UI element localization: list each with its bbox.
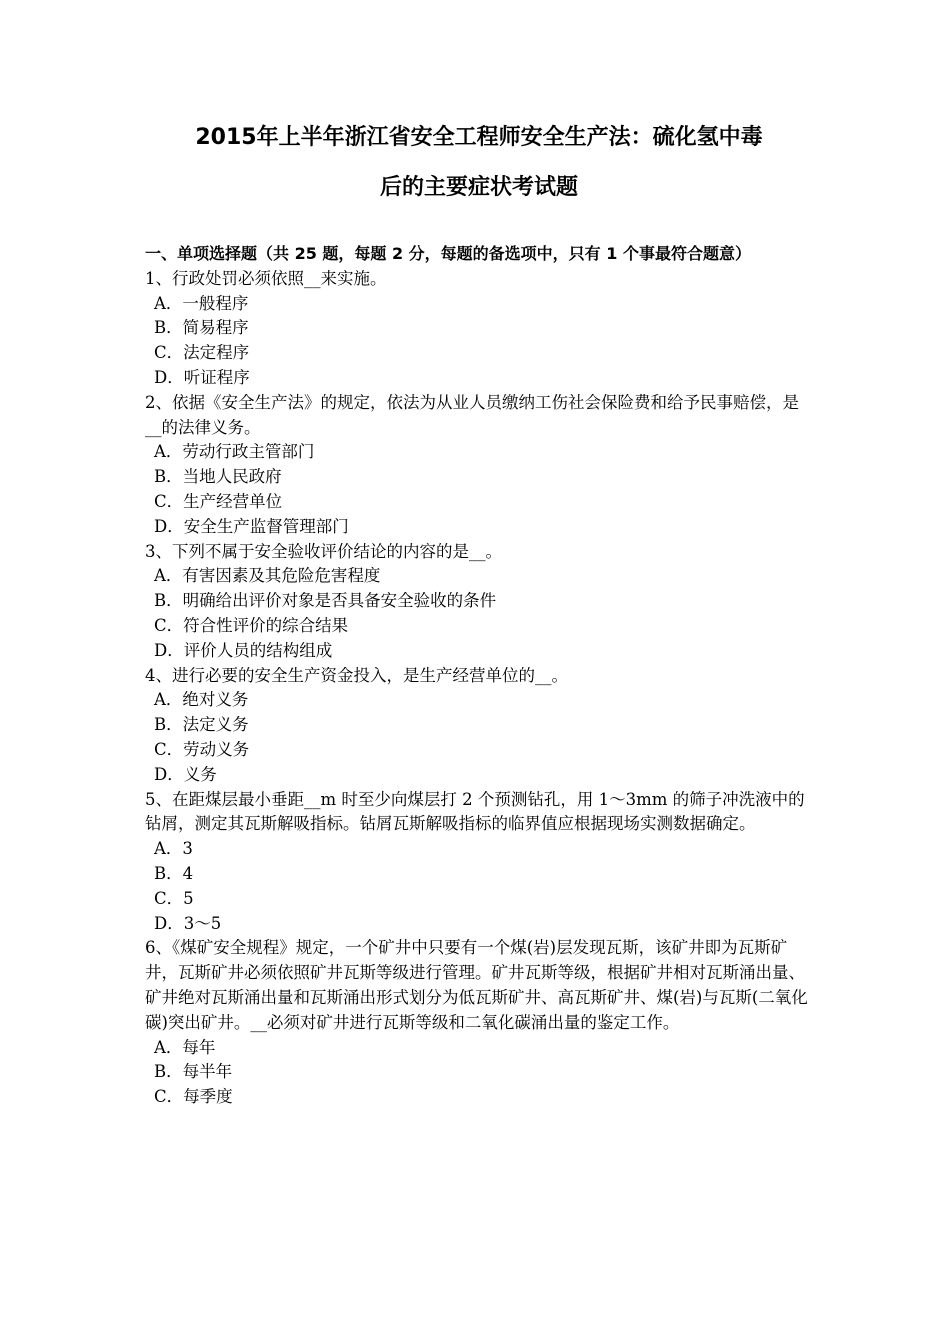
option-list	[145, 1036, 813, 1110]
section-heading: 一、单项选择题（共 25 题，每题 2 分，每题的备选项中，只有 1 个事最符合题意）	[145, 244, 751, 263]
option-item	[145, 614, 813, 639]
option-letter: C．	[154, 888, 184, 908]
option-text: 一般程序	[182, 293, 249, 313]
option-list	[145, 688, 813, 787]
option-letter: A．	[154, 690, 183, 710]
option-letter: A．	[154, 566, 183, 586]
option-text: 简易程序	[182, 318, 249, 338]
option-letter: B．	[154, 1062, 183, 1082]
option-letter: B．	[154, 715, 183, 735]
option-text: 每季度	[183, 1087, 233, 1107]
option-list	[145, 564, 813, 663]
option-text: 5	[183, 888, 194, 908]
document-title	[145, 0, 813, 213]
option-item	[145, 366, 813, 391]
option-letter: B．	[154, 467, 183, 487]
option-item	[145, 1036, 813, 1061]
question-stem: 6、《煤矿安全规程》规定，一个矿井中只要有一个煤(岩)层发现瓦斯，该矿井即为瓦斯矿井，瓦斯矿井必须依照矿井瓦斯等级进行管理。矿井瓦斯等级，根据矿井相对瓦斯涌出量、矿井绝对瓦斯涌出量和瓦斯涌出形式划分为低瓦斯矿井、高瓦斯矿井、煤(岩)与瓦斯(二氧化碳)突出矿井。__必须对矿井进行瓦斯等级和二氧化碳涌出量的鉴定工作。	[145, 938, 808, 1032]
option-item	[145, 589, 813, 614]
question-3	[145, 540, 813, 664]
option-letter: D．	[154, 913, 184, 933]
option-letter: C．	[154, 491, 184, 511]
option-letter: A．	[154, 293, 183, 313]
option-letter: B．	[154, 591, 183, 611]
option-letter: D．	[154, 367, 184, 387]
question-stem: 5、在距煤层最小垂距__m 时至少向煤层打 2 个预测钻孔，用 1～3mm 的筛子冲洗液中的钻屑，测定其瓦斯解吸指标。钻屑瓦斯解吸指标的临界值应根据现场实测数据确定。	[145, 789, 805, 834]
question-5	[145, 788, 813, 937]
option-letter: D．	[154, 764, 184, 784]
option-item	[145, 738, 813, 763]
option-text: 符合性评价的综合结果	[183, 615, 349, 635]
option-text: 每年	[182, 1037, 216, 1057]
option-list	[145, 292, 813, 391]
option-text: 4	[182, 863, 194, 883]
option-letter: B．	[154, 318, 183, 338]
question-4	[145, 664, 813, 788]
question-stem: 4、进行必要的安全生产资金投入，是生产经营单位的__。	[145, 665, 568, 685]
option-text: 评价人员的结构组成	[183, 640, 333, 660]
option-letter: D．	[154, 640, 184, 660]
question-stem: 1、行政处罚必须依照__来实施。	[145, 268, 387, 288]
option-item	[145, 713, 813, 738]
question-6	[145, 936, 813, 1110]
question-2	[145, 391, 813, 540]
option-item	[145, 564, 813, 589]
option-text: 法定程序	[183, 343, 250, 363]
option-item	[145, 292, 813, 317]
option-text: 安全生产监督管理部门	[183, 516, 349, 536]
option-letter: C．	[154, 1087, 184, 1107]
option-item	[145, 837, 813, 862]
option-item	[145, 490, 813, 515]
option-text: 生产经营单位	[183, 491, 283, 511]
title-line-2: 后的主要症状考试题	[379, 175, 578, 200]
option-letter: C．	[154, 343, 184, 363]
option-letter: D．	[154, 516, 184, 536]
option-text: 明确给出评价对象是否具备安全验收的条件	[182, 591, 497, 611]
option-letter: A．	[154, 442, 183, 462]
option-list	[145, 440, 813, 539]
option-letter: A．	[154, 1037, 183, 1057]
option-item	[145, 341, 813, 366]
title-line-1: 2015年上半年浙江省安全工程师安全生产法：硫化氢中毒	[195, 125, 763, 150]
option-item	[145, 887, 813, 912]
question-stem: 3、下列不属于安全验收评价结论的内容的是__。	[145, 541, 502, 561]
option-item	[145, 440, 813, 465]
option-item	[145, 688, 813, 713]
option-text: 听证程序	[183, 367, 250, 387]
option-text: 有害因素及其危险危害程度	[182, 566, 381, 586]
option-item	[145, 465, 813, 490]
option-text: 绝对义务	[182, 690, 249, 710]
option-item	[145, 1060, 813, 1085]
question-list	[145, 267, 813, 1110]
option-text: 法定义务	[182, 715, 249, 735]
option-text: 当地人民政府	[182, 467, 282, 487]
option-item	[145, 912, 813, 937]
option-letter: C．	[154, 739, 184, 759]
option-letter: A．	[154, 839, 183, 859]
option-item	[145, 316, 813, 341]
option-text: 劳动行政主管部门	[182, 442, 315, 462]
option-item	[145, 1085, 813, 1110]
option-letter: C．	[154, 615, 184, 635]
question-1	[145, 267, 813, 391]
option-text: 劳动义务	[183, 739, 250, 759]
question-stem: 2、依据《安全生产法》的规定，依法为从业人员缴纳工伤社会保险费和给予民事赔偿，是__的法律义务。	[145, 392, 799, 437]
option-item	[145, 862, 813, 887]
option-item	[145, 515, 813, 540]
option-list	[145, 837, 813, 936]
option-letter: B．	[154, 863, 183, 883]
option-text: 3～5	[183, 913, 222, 933]
option-text: 义务	[183, 764, 217, 784]
option-item	[145, 639, 813, 664]
option-text: 3	[182, 839, 193, 859]
document-page	[145, 0, 813, 1110]
option-item	[145, 763, 813, 788]
option-text: 每半年	[182, 1062, 233, 1082]
